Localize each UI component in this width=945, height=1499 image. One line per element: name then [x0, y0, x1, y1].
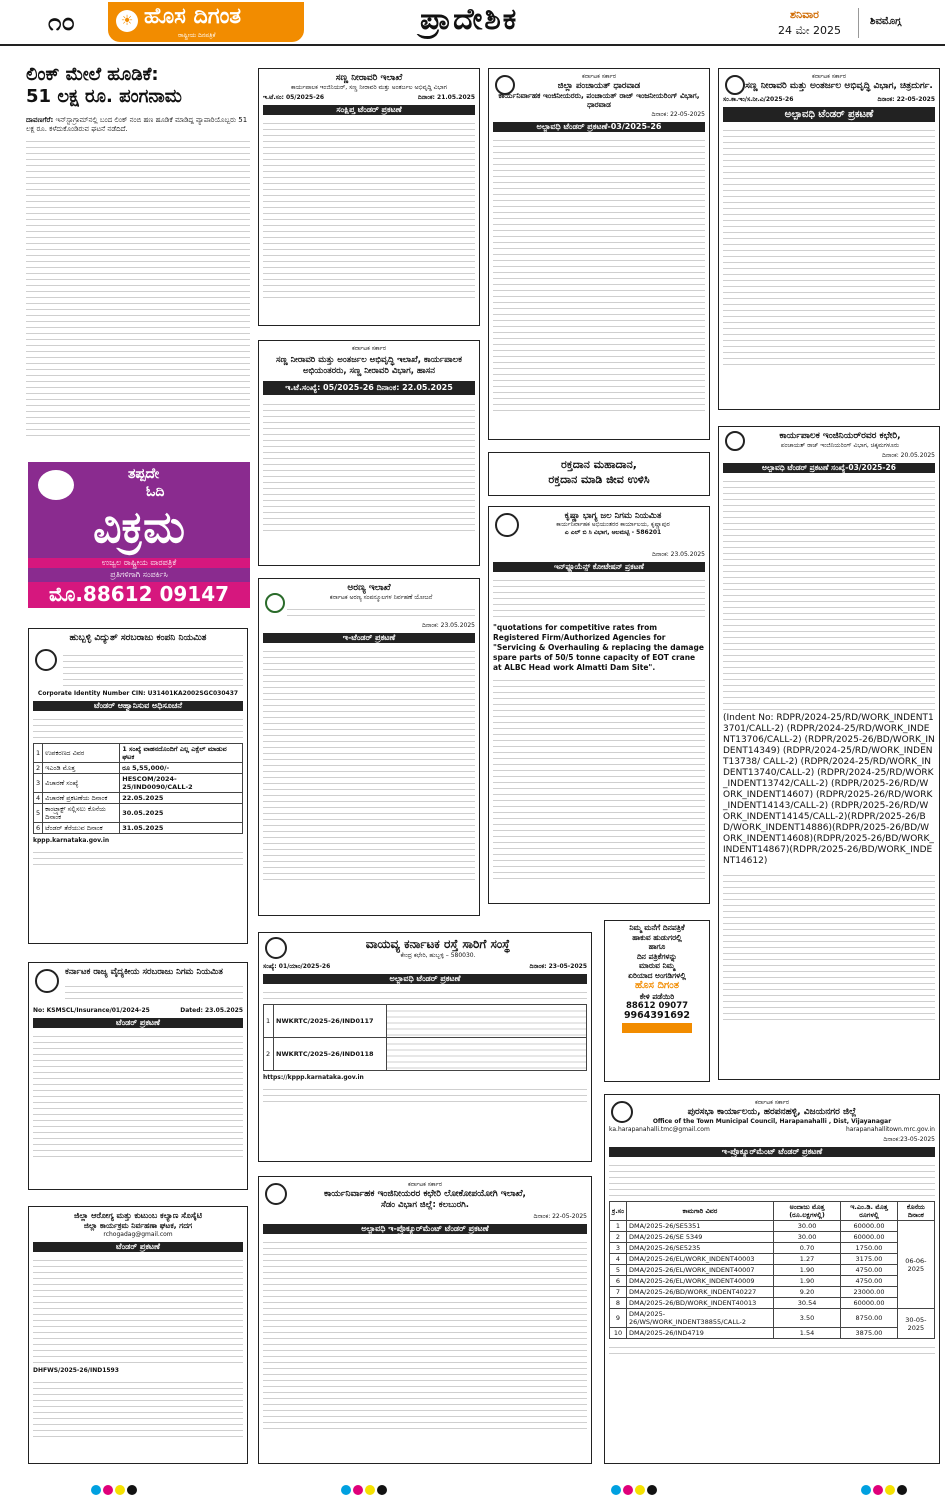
n10-table — [263, 1004, 587, 1071]
table-cell: 1.27 — [773, 1254, 840, 1265]
n3-ref-line — [723, 96, 935, 104]
table-header: ಇ.ಎಂ.ಡಿ. ಮೊತ್ತ ರೂಗಳಲ್ಲಿ — [841, 1202, 897, 1221]
table-cell: 31.05.2025 — [120, 823, 243, 834]
ksmscl-title: ಕರ್ನಾಟಕ ರಾಜ್ಯ ವೈದ್ಯಕೀಯ ಸರಬರಾಜು ನಿಗಮ ನಿಯಮಿತ — [65, 967, 223, 977]
n14-title: ಪುರಸಭಾ ಕಾರ್ಯಾಲಯ, ಹರಪನಹಳ್ಳಿ, ವಿಜಯನಗರ ಜಿಲ್ಲೆ — [687, 1107, 857, 1117]
n14-footer — [609, 1342, 935, 1358]
n8-date: ದಿನಾಂಕ: 20.05.2025 — [882, 452, 935, 459]
ksmscl-body — [33, 1031, 243, 1161]
notice-dharwad — [488, 68, 710, 440]
table-cell: 10 — [610, 1328, 627, 1339]
hescom-website[interactable]: kppp.karnataka.gov.in — [33, 837, 110, 844]
promo-brand: ಹೊಸ ದಿಗಂತ — [634, 980, 680, 991]
table-cell: 6 — [610, 1276, 627, 1287]
ksmscl-date: Dated: 23.05.2025 — [180, 1007, 243, 1014]
vikrama-ad-emblem-icon — [38, 470, 74, 500]
promo-line6: ಏರಿಯಾದ ಅಂಗಡಿಗಳಲ್ಲಿ — [628, 970, 686, 980]
table-cell: DMA/2025-26/SE 5349 — [627, 1232, 774, 1243]
table-row — [264, 1005, 587, 1038]
table-row — [610, 1298, 935, 1309]
ksmscl-ref-line — [33, 1007, 243, 1015]
table-row — [264, 1038, 587, 1071]
ksmscl-logo-icon — [35, 969, 59, 993]
ksmscl-address — [65, 981, 243, 1003]
table-cell: DMA/2025-26/SE5351 — [627, 1221, 774, 1232]
promo-phone2: 9964391692 — [623, 1010, 691, 1021]
n7-date: ದಿನಾಂಕ: 23.05.2025 — [652, 551, 705, 558]
n4-title: ಸಣ್ಣ ನೀರಾವರಿ ಮತ್ತು ಅಂತರ್ಜಲ ಅಭಿವೃದ್ಧಿ ಇಲಾಖೆ, ಕಾರ್ಯಪಾಲಕ ಅಭಿಯಂತರರು, ಸಣ್ಣ ನೀರಾವರಿ ವಿಭಾಗ, ಹಾಸನ — [275, 355, 462, 376]
registration-marks-far-right — [860, 1480, 908, 1499]
table-cell: DMA/2025-26/EL/WORK_INDENT40003 — [627, 1254, 774, 1265]
table-cell: 2 — [264, 1038, 274, 1071]
notice-minor-irrigation — [258, 68, 480, 326]
table-row — [610, 1232, 935, 1243]
logo-emblem-icon: ☀ — [116, 10, 138, 32]
n13-date: ದಿನಾಂಕ: 22-05-2025 — [533, 1213, 587, 1220]
notice-pwd-sedam — [258, 1176, 592, 1464]
n5-subtitle: ಕರ್ನಾಟಕ ಅರಣ್ಯ ಸಂಪನ್ಮೂಲಗಳ ನಿರ್ವಹಣೆ ಯೋಜನೆ — [329, 594, 433, 601]
table-cell: NWKRTC/2025-26/IND0118 — [274, 1038, 387, 1071]
pwd-emblem-icon — [265, 1183, 287, 1205]
table-cell: 0.70 — [773, 1243, 840, 1254]
table-row — [34, 744, 243, 763]
table-cell: 3875.00 — [841, 1328, 897, 1339]
table-cell: 3 — [34, 774, 43, 793]
table-cell: 60000.00 — [841, 1221, 897, 1232]
n2-date: ದಿನಾಂಕ: 22-05-2025 — [651, 111, 705, 118]
n4-number: ಇ.ಟೆ.ಸಂಖ್ಯೆ: 05/2025-26 ದಿನಾಂಕ: 22.05.2025 — [263, 381, 475, 395]
table-cell: 9 — [610, 1309, 627, 1328]
n8-title: ಕಾರ್ಯಪಾಲಕ ಇಂಜಿನಿಯರ್‌ರವರ ಕಛೇರಿ, — [779, 431, 901, 441]
n7-pin: ಎ ಎಲ್ ಬಿ ಸಿ ವಿಭಾಗ, ಆಲಮಟ್ಟಿ - 586201 — [564, 529, 662, 536]
table-cell: 06-06-2025 — [897, 1221, 934, 1309]
table-cell: 1 — [610, 1221, 627, 1232]
table-cell: 8 — [610, 1298, 627, 1309]
vikrama-subtitle: ಉಜ್ವಲ ರಾಷ್ಟ್ರೀಯ ವಾರಪತ್ರಿಕೆ — [28, 558, 250, 568]
n8-body-top — [723, 476, 935, 710]
n8-indent: (Indent No: RDPR/2024-25/RD/WORK_INDENT13701/CALL-2) (RDPR/2024-25/RD/WORK_INDENT13706/CALL-2) (RDPR/2025-26/BD/WORK_INDENT14349) (RDPR/2024-25/RD/WORK_INDENT13738/ CALL-2) (RDPR/2024-25/RD/WORK_INDENT13740/CALL-2) (RDPR/2024-25/RD/WORK_INDENT13742/CALL-2) (RDPR/2025-26/RD/WORK_INDENT14607) (RDPR/2025-26/RD/WORK_INDENT14143/CALL-2) (RDPR/2025-26/RD/WORK_INDENT14145/CALL-2)(RDPR/2025-26/BD/WORK_INDENT14886)(RDPR/2025-26/BD/WORK_INDENT14608)(RDPR/2025-26/BD/WORK_INDENT14867)(RDPR/2025-26/BD/WORK_INDENT14612) — [723, 713, 935, 866]
n5-date: ದಿನಾಂಕ: 23.05.2025 — [422, 622, 475, 629]
table-row — [610, 1276, 935, 1287]
gadag-footer — [33, 1377, 243, 1437]
notice-hescom — [28, 628, 248, 944]
page-number: ೧೦ — [48, 8, 75, 36]
table-cell: 3 — [610, 1243, 627, 1254]
n1-date: ದಿನಾಂಕ: 21.05.2025 — [417, 94, 475, 101]
table-cell: 8750.00 — [841, 1309, 897, 1328]
table-cell: DMA/2025-26/WS/WORK_INDENT38855/CALL-2 — [627, 1309, 774, 1328]
table-cell: 30.00 — [773, 1221, 840, 1232]
masthead — [0, 0, 945, 46]
n14-intro — [609, 1160, 935, 1198]
vikrama-contact-label: ಪ್ರತಿಗಳಿಗಾಗಿ ಸಂಪರ್ಕಿಸಿ — [110, 570, 168, 579]
table-cell: 6 — [34, 823, 43, 834]
n5-body — [263, 646, 475, 882]
n3-number: ಸಂ.ಕಾ.ಇಂ/ಸ.ನೀ.ವಿ/2025-26 — [723, 96, 794, 103]
notice-harapanahalli — [604, 1094, 940, 1464]
table-cell: ಟೆಂಡರ್ ತೆರೆಯುವ ದಿನಾಂಕ — [43, 823, 120, 834]
table-row — [610, 1243, 935, 1254]
n5-bar: ಇ-ಟೆಂಡರ್ ಪ್ರಕಟಣೆ — [263, 633, 475, 643]
hescom-cin: Corporate Identity Number CIN: U31401KA2002SGC030437 — [37, 690, 239, 697]
promo-line5: ಮಾರುವ ನಿಮ್ಮ — [639, 961, 675, 970]
n10-bar: ಅಲ್ಪಾವಧಿ ಟೆಂಡರ್ ಪ್ರಕಟಣೆ — [263, 974, 587, 984]
registration-marks-left — [90, 1480, 138, 1499]
n1-body — [263, 118, 475, 298]
table-cell: 4750.00 — [841, 1276, 897, 1287]
harapanahalli-emblem-icon — [611, 1101, 633, 1123]
n3-date: ದಿನಾಂಕ: 22-05-2025 — [877, 96, 935, 103]
vikrama-phone: ಮೊ.88612 09147 — [28, 582, 250, 608]
logo — [108, 2, 304, 42]
n1-bar: ಸಂಕ್ಷಿಪ್ತ ಟೆಂಡರ್ ಪ್ರಕಟಣೆ — [263, 105, 475, 115]
table-cell: 23000.00 — [841, 1287, 897, 1298]
n4-body — [263, 399, 475, 533]
table-cell: 5 — [34, 804, 43, 823]
gadag-title: ಜಿಲ್ಲಾ ಆರೋಗ್ಯ ಮತ್ತು ಕುಟುಂಬ ಕಲ್ಯಾಣ ಸೊಸೈಟಿ — [73, 1211, 203, 1220]
vikrama-title: ವಿಕ್ರಮ — [93, 502, 185, 553]
table-row — [610, 1328, 935, 1339]
n14-org: ಕರ್ನಾಟಕ ಸರ್ಕಾರ — [754, 1099, 790, 1106]
n13-title: ಕಾರ್ಯನಿರ್ವಾಹಕ ಇಂಜಿನೀಯರರ ಕಛೇರಿ ಲೋಕೋಪಯೋಗಿ ಇಲಾಖೆ, — [324, 1189, 526, 1199]
vikrama-tag2: ಓದಿ — [146, 484, 165, 500]
table-cell: 3.50 — [773, 1309, 840, 1328]
n3-bar: ಅಲ್ಪಾವಧಿ ಟೆಂಡರ್ ಪ್ರಕಟಣೆ — [723, 107, 935, 122]
n10-website[interactable]: https://kppp.karnataka.gov.in — [263, 1074, 364, 1081]
n7-bar: ಇನ್‌ಫ್ಲೂಯೆನ್ಸ್ ಕೋಟೇಷನ್ ಪ್ರಕಟಣೆ — [493, 562, 705, 572]
vikrama-ad — [28, 462, 250, 608]
n10-footer — [263, 1084, 587, 1102]
n3-title: ಸಣ್ಣ ನೀರಾವರಿ ಮತ್ತು ಅಂತರ್ಜಲ ಅಭಿವೃದ್ಧಿ ವಿಭಾಗ, ಚಿತ್ರದುರ್ಗ. — [745, 81, 933, 91]
table-header: ಅಂದಾಜು ಮೊತ್ತ (ರೂ.ಲಕ್ಷಗಳಲ್ಲಿ) — [773, 1202, 840, 1221]
table-cell: 30.00 — [773, 1232, 840, 1243]
n10-website-line — [263, 1074, 587, 1082]
table-row — [34, 763, 243, 774]
n8-bar: ಅಲ್ಪಾವಧಿ ಟೆಂಡರ್ ಪ್ರಕಟಣೆ ಸಂಖ್ಯೆ-03/2025-26 — [723, 463, 935, 473]
n6-line1: ರಕ್ತದಾನ ಮಹಾದಾನ, — [561, 458, 637, 471]
table-header: ಕ್ರ.ಸಂ — [610, 1202, 627, 1221]
ksmscl-bar: ಟೆಂಡರ್ ಪ್ರಕಟಣೆ — [33, 1018, 243, 1028]
n10-title: ವಾಯವ್ಯ ಕರ್ನಾಟಕ ರಸ್ತೆ ಸಾರಿಗೆ ಸಂಸ್ಥೆ — [365, 937, 511, 951]
gadag-bar: ಟೆಂಡರ್ ಪ್ರಕಟಣೆ — [33, 1242, 243, 1252]
table-cell: 1750.00 — [841, 1243, 897, 1254]
promo-line4: ದಿನ ಪತ್ರಿಕೆಗಳನ್ನು — [636, 951, 678, 961]
table-cell: DMA/2025-26/EL/WORK_INDENT40009 — [627, 1276, 774, 1287]
registration-marks-center — [340, 1480, 388, 1499]
table-cell: 30-05-2025 — [897, 1309, 934, 1339]
hescom-logo-icon — [35, 649, 57, 671]
hescom-bar: ಟೆಂಡರ್ ಆಹ್ವಾನಿಸುವ ಅಧಿಸೂಚನೆ — [33, 701, 243, 711]
notice-hassan — [258, 340, 480, 566]
table-cell: DMA/2025-26/BD/WORK_INDENT40227 — [627, 1287, 774, 1298]
n5-title: ಅರಣ್ಯ ಇಲಾಖೆ — [347, 583, 391, 593]
table-cell: 4750.00 — [841, 1265, 897, 1276]
table-cell: 4 — [610, 1254, 627, 1265]
table-row — [610, 1287, 935, 1298]
notice-forest — [258, 578, 480, 916]
n13-org: ಕರ್ನಾಟಕ ಸರ್ಕಾರ — [407, 1181, 443, 1188]
chikkamagaluru-emblem-icon — [725, 431, 745, 451]
table-cell: 1.54 — [773, 1328, 840, 1339]
chitradurga-emblem-icon — [725, 75, 745, 95]
lead-story — [26, 64, 250, 452]
n10-intro — [263, 987, 587, 1001]
table-row — [34, 804, 243, 823]
table-cell — [386, 1005, 586, 1038]
n13-subtitle: ಸೆಡಂ ವಿಭಾಗ ಜಿಲ್ಲೆ: ಕಲಬುರಗಿ. — [381, 1200, 469, 1210]
table-row — [610, 1221, 935, 1232]
n10-number: ಸಂಖ್ಯೆ: 01/ಯಾಂ/2025-26 — [263, 963, 331, 970]
promo-line1: ನಿಮ್ಮ ಮನೆಗೆ ದಿನಪತ್ರಿಕೆ — [629, 923, 685, 932]
table-cell: DMA/2025-26/EL/WORK_INDENT40007 — [627, 1265, 774, 1276]
n1-ref-line — [263, 94, 475, 102]
n6-line2: ರಕ್ತದಾನ ಮಾಡಿ ಜೀವ ಉಳಿಸಿ — [548, 473, 650, 486]
n10-ref-line — [263, 963, 587, 971]
table-cell: ಇಎಂಡಿ ಮೊತ್ತ — [43, 763, 120, 774]
promo-line2: ಹಾಕುವ ಹುಡುಗರಲ್ಲಿ — [632, 932, 682, 942]
edition-city: ಶಿವಮೊಗ್ಗ — [870, 16, 902, 27]
n7-subtitle: ಕಾರ್ಯನಿರ್ವಾಹಕ ಅಭಿಯಂತರರ ಕಾರ್ಯಾಲಯ, ಕೃಷ್ಣಾಪುರ — [556, 521, 670, 528]
n2-title: ಜಿಲ್ಲಾ ಪಂಚಾಯತ್ ಧಾರವಾಡ — [557, 81, 641, 91]
logo-tagline: ರಾಷ್ಟ್ರೀಯ ದಿನಪತ್ರಿಕೆ — [178, 32, 216, 39]
table-cell: 4 — [34, 793, 43, 804]
table-cell: NWKRTC/2025-26/IND0117 — [274, 1005, 387, 1038]
table-cell: 1 — [34, 744, 43, 763]
hescom-website-line — [33, 837, 243, 845]
forest-logo-icon — [265, 593, 285, 613]
n1-number: ಇ.ಟೆ.ಸಂ: 05/2025-26 — [263, 94, 325, 101]
nwkrtc-logo-icon — [265, 937, 287, 959]
n2-subtitle: ಕಾರ್ಯನಿರ್ವಾಹಕ ಇಂಜಿನೀಯರರು, ಪಂಚಾಯತ್ ರಾಜ್ ಇಂಜನೀಯರಿಂಗ್ ವಿಭಾಗ, ಧಾರವಾಡ — [498, 91, 700, 109]
n8-body — [723, 870, 935, 1020]
issue-date: 24 ಮೇ 2025 — [778, 24, 842, 37]
table-cell: ವಿಚಾರಣೆ ಪ್ರಕಟಣೆಯ ದಿನಾಂಕ — [43, 793, 120, 804]
hescom-table — [33, 743, 243, 834]
lead-body-text — [26, 136, 250, 436]
table-cell: 60000.00 — [841, 1298, 897, 1309]
n7-body — [493, 675, 705, 881]
table-row — [610, 1309, 935, 1328]
lead-headline-2: 51 ಲಕ್ಷ ರೂ. ಪಂಗನಾಮ — [26, 86, 182, 107]
hescom-address — [63, 650, 243, 686]
n14-subtitle: Office of the Town Municipal Council, Harapanahalli , Dist, Vijayanagar — [652, 1118, 892, 1125]
table-cell: 30.54 — [773, 1298, 840, 1309]
hosa-promo-ad — [604, 920, 710, 1082]
n14-website[interactable]: harapanahallitown.mrc.gov.in — [845, 1126, 935, 1133]
table-header: ಕೊನೆಯ ದಿನಾಂಕ — [897, 1202, 934, 1221]
n1-subtitle: ಕಾರ್ಯಪಾಲಕ ಇಂಜಿನಿಯರ್, ಸಣ್ಣ ನೀರಾವರಿ ಮತ್ತು ಅಂತರ್ಜಲ ಅಭಿವೃದ್ಧಿ ವಿಭಾಗ — [290, 84, 448, 91]
n2-body — [493, 135, 705, 415]
table-row — [34, 793, 243, 804]
n1-title: ಸಣ್ಣ ನೀರಾವರಿ ಇಲಾಖೆ — [335, 73, 403, 83]
n7-highlight: "quotations for competitive rates from Registered Firm/Authorized Agencies for "Servicing & Overhauling & replacing the damage spare parts of 50/5 tonne capacity of EOT crane at ALBC Head work Almatti Dam Site". — [493, 623, 704, 672]
table-cell: 1 — [264, 1005, 274, 1038]
ksmscl-number: No: KSMSCL/Insurance/01/2024-25 — [33, 1007, 150, 1014]
table-cell: 1.90 — [773, 1276, 840, 1287]
vikrama-tag1: ತಪ್ಪದೇ — [128, 466, 160, 482]
n4-org: ಕರ್ನಾಟಕ ಸರ್ಕಾರ — [351, 345, 387, 352]
promo-line3: ಹಾಗೂ — [648, 942, 666, 951]
table-cell — [386, 1038, 586, 1071]
n14-email[interactable]: ka.harapanahalli.tmc@gmail.com — [609, 1126, 710, 1133]
lead-headline-1: ಲಿಂಕ್ ಮೇಲೆ ಹೂಡಿಕೆ: — [26, 64, 159, 85]
notice-nwkrtc — [258, 932, 592, 1162]
promo-line7: ಕೇಳಿ ಪಡೆಯಿರಿ — [639, 992, 675, 1001]
gadag-subtitle: ಜಿಲ್ಲಾ ಕಾರ್ಯಕ್ರಮ ನಿರ್ವಹಣಾ ಘಟಕ, ಗದಗ — [83, 1221, 193, 1230]
table-cell: 1 ಸಂಖ್ಯೆ ವಾಹನದೊಂದಿಗೆ ಎಲ್ಲ ಎಕ್ಸೆಲ್ ಮಾಡುವ ಘಟಕ — [120, 744, 243, 763]
n14-contact-line — [609, 1126, 935, 1134]
table-cell: HESCOM/2024-25/IND0090/CALL-2 — [120, 774, 243, 793]
notice-ksmscl — [28, 962, 248, 1190]
n3-body — [723, 125, 935, 365]
table-header: ಕಾಮಗಾರಿ ವಿವರ — [627, 1202, 774, 1221]
lead-body-intro — [26, 116, 250, 134]
lead-dateline: ದಾವಣಗೆರೆ: — [26, 116, 54, 124]
table-row — [34, 774, 243, 793]
table-cell: 2 — [34, 763, 43, 774]
table-cell: ರೂ 5,55,000/- — [120, 763, 243, 774]
table-row — [34, 823, 243, 834]
n14-bar: ಇ-ಪ್ರೊಕ್ಯೂರ್‌ಮೆಂಟ್ ಟೆಂಡರ್ ಪ್ರಕಟಣೆ — [609, 1147, 935, 1157]
table-cell: DMA/2025-26/BD/WORK_INDENT40013 — [627, 1298, 774, 1309]
hescom-title: ಹುಬ್ಬಳ್ಳಿ ವಿದ್ಯುತ್ ಸರಬರಾಜು ಕಂಪನಿ ನಿಯಮಿತ — [69, 633, 207, 643]
registration-marks-right — [610, 1480, 658, 1499]
n2-org: ಕರ್ನಾಟಕ ಸರ್ಕಾರ — [581, 73, 617, 80]
n3-org: ಕರ್ನಾಟಕ ಸರ್ಕಾರ — [811, 73, 847, 80]
table-cell: 60000.00 — [841, 1232, 897, 1243]
table-cell: DMA/2025-26/SE5235 — [627, 1243, 774, 1254]
promo-logo — [622, 1023, 692, 1033]
section-title: ಪ್ರಾದೇಶಿಕ — [420, 2, 519, 37]
gadag-body — [33, 1255, 243, 1367]
table-row — [610, 1265, 935, 1276]
n8-subtitle: ಪಂಚಾಯತ್ ರಾಜ್ ಇಂಜಿನಿಯರಿಂಗ್ ವಿಭಾಗ, ಚಿಕ್ಕಮಗಳೂರು — [780, 442, 900, 449]
notice-blood-donation — [488, 452, 710, 496]
table-cell: 7 — [610, 1287, 627, 1298]
table-cell: ಕಾಂಟ್ರ್ಯಾಕ್ಟ್ ಸಲ್ಲಿಸಲು ಕೊನೆಯ ದಿನಾಂಕ — [43, 804, 120, 823]
n7-body-top — [493, 575, 705, 621]
table-cell: 1.90 — [773, 1265, 840, 1276]
notice-chikkamagaluru — [718, 426, 940, 1080]
gadag-tender-ref: DHFWS/2025-26/IND1593 — [33, 1367, 119, 1374]
issue-day: ಶನಿವಾರ — [790, 8, 819, 21]
masthead-divider — [858, 8, 859, 38]
gadag-email[interactable]: rchogadag@gmail.com — [103, 1231, 173, 1238]
promo-phone1: 88612 09077 — [625, 1000, 689, 1011]
table-cell: 2 — [610, 1232, 627, 1243]
notice-kbjnl — [488, 506, 710, 904]
table-cell: ಉಪಕರಣದ ವಿವರ — [43, 744, 120, 763]
n14-date: ದಿನಾಂಕ:23-05-2025 — [883, 1136, 935, 1143]
table-cell: 30.05.2025 — [120, 804, 243, 823]
n10-subtitle: ಕೇಂದ್ರ ಕಛೇರಿ, ಹುಬ್ಬಳ್ಳಿ – 580030. — [400, 952, 476, 959]
n7-title: ಕೃಷ್ಣಾ ಭಾಗ್ಯ ಜಲ ನಿಗಮ ನಿಯಮಿತ — [564, 511, 662, 521]
n10-date: ದಿನಾಂಕ: 23-05-2025 — [529, 963, 587, 970]
table-cell: 3175.00 — [841, 1254, 897, 1265]
table-cell: ವಿಚಾರಣೆ ಸಂಖ್ಯೆ — [43, 774, 120, 793]
logo-text: ಹೊಸ ದಿಗಂತ — [144, 4, 242, 29]
n5-address — [287, 604, 475, 620]
table-row — [610, 1254, 935, 1265]
lead-body: ಇನ್‌ಸ್ಟಾಗ್ರಾಮ್‌ನಲ್ಲಿ ಬಂದ ಲಿಂಕ್ ನಂಬಿ ಹಣ ಹೂಡಿಕೆ ಮಾಡಿದ್ದ ವ್ಯಾಪಾರಿಯೊಬ್ಬರು 51 ಲಕ್ಷ ರೂ. ಕಳೆದುಕೊಂಡಿರುವ ಘಟನೆ ನಡೆದಿದೆ. — [26, 116, 248, 133]
kbjnl-logo-icon — [495, 513, 519, 537]
table-cell: 22.05.2025 — [120, 793, 243, 804]
dharwad-emblem-icon — [495, 75, 515, 95]
table-cell: 9.20 — [773, 1287, 840, 1298]
hescom-footer — [33, 847, 243, 867]
n13-body — [263, 1237, 587, 1433]
table-cell: DMA/2025-26/IND4719 — [627, 1328, 774, 1339]
hescom-intro — [33, 714, 243, 740]
notice-gadag-health — [28, 1206, 248, 1464]
n2-bar: ಅಲ್ಪಾವಧಿ ಟೆಂಡರ್ ಪ್ರಕಟಣೆ-03/2025-26 — [493, 122, 705, 132]
n13-bar: ಅಲ್ಪಾವಧಿ ಇ-ಪ್ರೊಕ್ಯೂರ್‌ಮೆಂಟ್ ಟೆಂಡರ್ ಪ್ರಕಟಣೆ — [263, 1224, 587, 1234]
notice-chitradurga — [718, 68, 940, 410]
table-cell: 5 — [610, 1265, 627, 1276]
n14-table — [609, 1201, 935, 1339]
